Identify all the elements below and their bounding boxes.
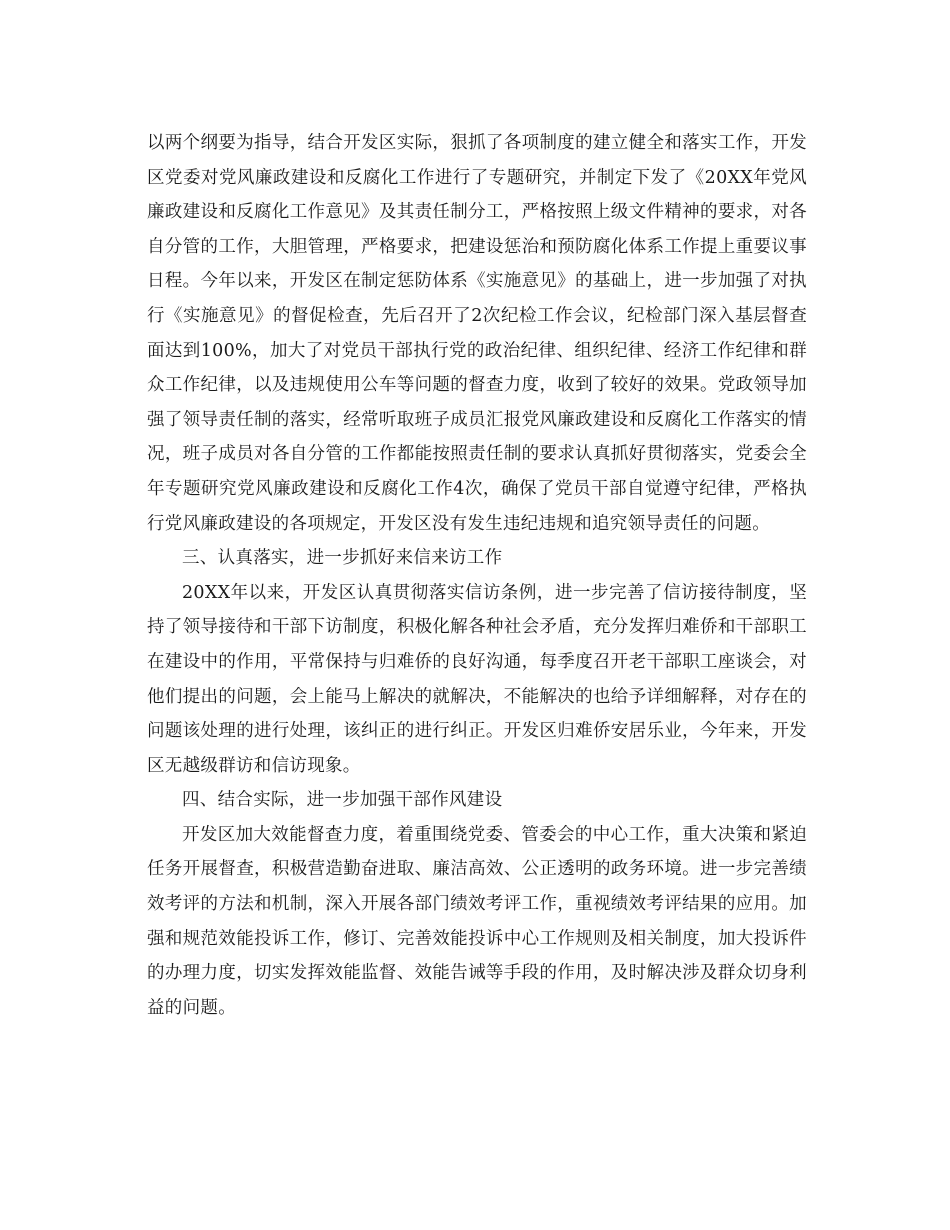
section-heading-work-style: 四、结合实际，进一步加强干部作风建设 [182,790,503,811]
paragraph-discipline-work: 以两个纲要为指导，结合开发区实际，狠抓了各项制度的建立健全和落实工作，开发区党委对党风廉政建设和反腐化工作进行了专题研究，并制定下发了《20XX年党风廉政建设和反腐化工作意见》及其责任制分工，严格按照上级文件精神的要求，对各自分管的工作，大胆管理，严格要求，把建设惩治和预防腐化体系工作提上重要议事日程。今年以来，开发区在制定惩防体系《实施意见》的基础上，进一步加强了对执行《实施意见》的督促检查，先后召开了2次纪检工作会议，纪检部门深入基层督查面达到100%，加大了对党员干部执行党的政治纪律、组织纪律、经济工作纪律和群众工作纪律，以及违规使用公车等问题的督查力度，收到了较好的效果。党政领导加强了领导责任制的落实，经常听取班子成员汇报党风廉政建设和反腐化工作落实的情况，班子成员对各自分管的工作都能按照责任制的要求认真抓好贯彻落实，党委会全年专题研究党风廉政建设和反腐化工作4次，确保了党员干部自觉遵守纪律，严格执行党风廉政建设的各项规定，开发区没有发生违纪违规和追究领导责任的问题。 [147,133,807,534]
paragraph-work-style: 开发区加大效能督查力度，着重围绕党委、管委会的中心工作，重大决策和紧迫任务开展督查，积极营造勤奋进取、廉洁高效、公正透明的政务环境。进一步完善绩效考评的方法和机制，深入开展各部门绩效考评工作，重视绩效考评结果的应用。加强和规范效能投诉工作，修订、完善效能投诉中心工作规则及相关制度，加大投诉件的办理力度，切实发挥效能监督、效能告诫等手段的作用，及时解决涉及群众切身利益的问题。 [147,824,807,1018]
paragraph-petitions: 20XX年以来，开发区认真贯彻落实信访条例，进一步完善了信访接待制度，坚持了领导接待和干部下访制度，积极化解各种社会矛盾，充分发挥归难侨和干部职工在建设中的作用，平常保持与归难侨的良好沟通，每季度召开老干部职工座谈会，对他们提出的问题，会上能马上解决的就解决，不能解决的也给予详细解释，对存在的问题该处理的进行处理，该纠正的进行纠正。开发区归难侨安居乐业，今年来，开发区无越级群访和信访现象。 [147,582,807,776]
document-body [147,126,807,1025]
section-heading-petitions: 三、认真落实，进一步抓好来信来访工作 [182,548,503,569]
